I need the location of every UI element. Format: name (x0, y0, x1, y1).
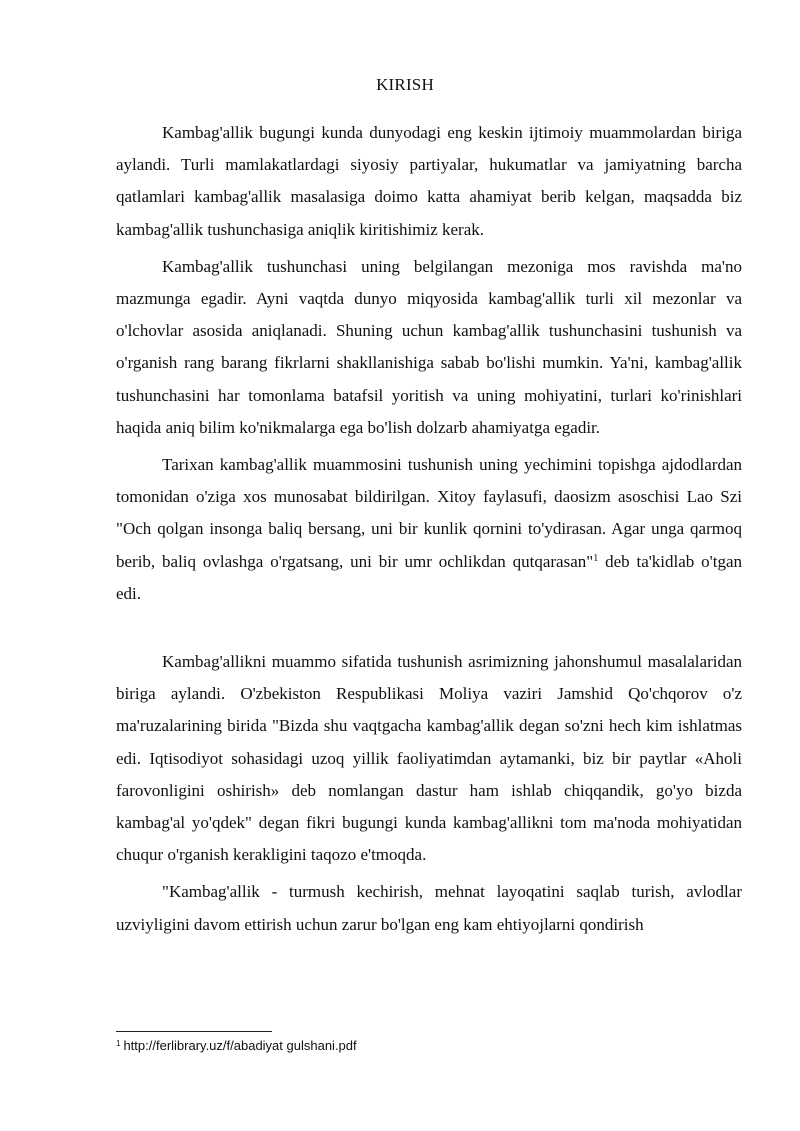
paragraph: "Kambag'allik - turmush kechirish, mehnat layoqatini saqlab turish, avlodlar uzviyligini davom ettirish uchun zarur bo'lgan eng kam ehtiyojlarni qondirish (116, 882, 742, 934)
footnote-marker: 1 (116, 1039, 121, 1048)
footnote-divider (116, 1031, 272, 1032)
footnote-reference: 1 (593, 552, 599, 564)
footnote-link: http://ferlibrary.uz/f/abadiyat gulshani.pdf (123, 1038, 357, 1053)
body-text (116, 117, 742, 946)
paragraph: Kambag'allikni muammo sifatida tushunish asrimizning jahonshumul masalalaridan biriga aylandi. O'zbekiston Respublikasi Moliya vaziri Jamshid Qo'chqorov o'z ma'ruzalarining birida "Bizda shu vaqtgacha kambag'allik degan so'zni hech kim ishlatmas edi. Iqtisodiyot sohasidagi uzoq yillik faoliyatimdan aytamanki, biz bir paytlar «Aholi farovonligini oshirish» deb nomlangan dastur ham ishlab chiqqandik, go'yo bizda kambag'al yo'qdek" degan fikri bugungi kunda kambag'allikni tom ma'noda mohiyatidan chuqur o'rganish kerakligini taqozo e'tmoqda. (116, 652, 742, 865)
footnote (116, 1036, 357, 1054)
paragraph: Kambag'allik tushunchasi uning belgilangan mezoniga mos ravishda ma'no mazmunga egadir. Ayni vaqtda dunyo miqyosida kambag'allik turli xil mezonlar va o'lchovlar asosida aniqlanadi. Shuning uchun kambag'allik tushunchasini tushunish va o'rganish rang barang fikrlarni shakllanishiga sabab bo'lishi mumkin. Ya'ni, kambag'allik tushunchasini har tomonlama batafsil yoritish va uning mohiyatini, turlari ko'rinishlari haqida aniq bilim ko'nikmalarga ega bo'lish dolzarb ahamiyatga egadir. (116, 256, 742, 437)
paragraph: Kambag'allik bugungi kunda dunyodagi eng keskin ijtimoiy muammolardan biriga aylandi. Turli mamlakatlardagi siyosiy partiyalar, hukumatlar va jamiyatning barcha qatlamlari kambag'allik masalasiga doimo katta ahamiyat berib kelgan, maqsadda biz kambag'allik tushunchasiga aniqlik kiritishimiz kerak. (116, 123, 742, 239)
page-title: KIRISH (376, 75, 434, 94)
paragraph-text: Tarixan kambag'allik muammosini tushunish uning yechimini topishga ajdodlardan tomonidan o'ziga xos munosabat bildirilgan. Xitoy faylasufi, daosizm asoschisi Lao Szi "Och qolgan insonga baliq bersang, uni bir kunlik qornini to'ydirasan. Agar unga qarmoq berib, baliq ovlashga o'rgatsang, uni bir umr ochlikdan qutqarasan" (116, 455, 742, 571)
paragraph-text: deb ta'kidlab o'tgan edi. (116, 551, 742, 603)
paragraph-with-reference (116, 449, 742, 610)
